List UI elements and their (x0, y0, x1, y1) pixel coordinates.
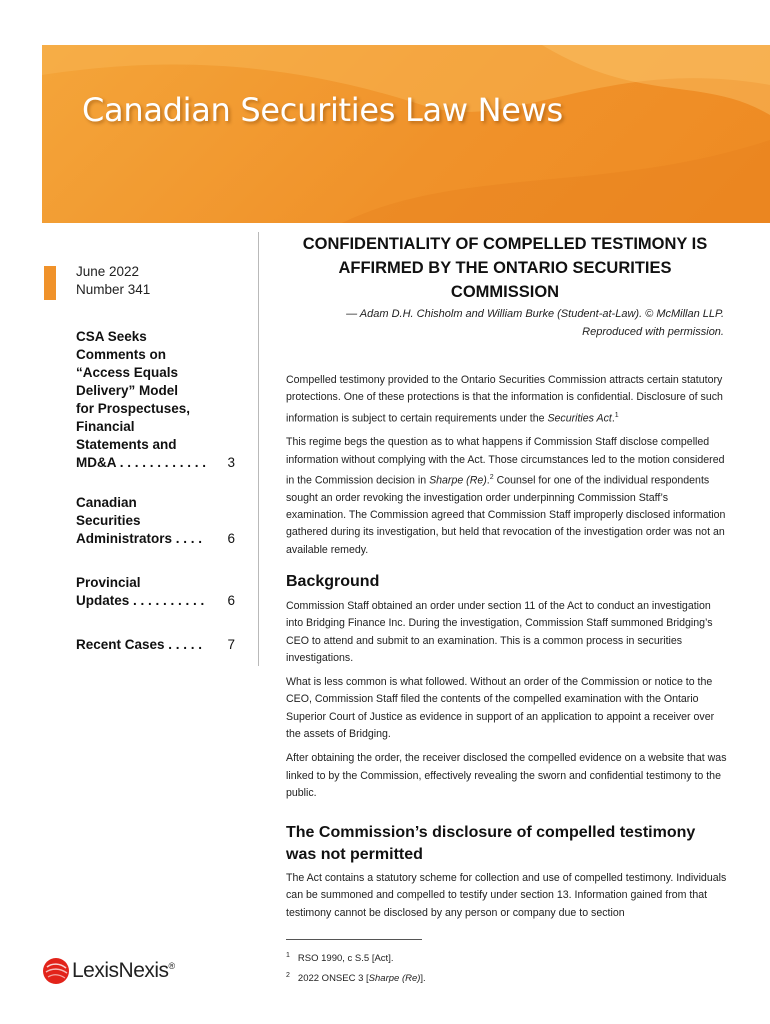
masthead-banner (42, 45, 770, 223)
newsletter-title: Canadian Securities Law News (82, 91, 563, 129)
column-divider (258, 232, 259, 666)
toc-item-csa[interactable]: CSA Seeks Comments on “Access Equals Delivery” Model for Prospectuses, Financial Statements and MD&A . . . . . . . . . . . . 3 (76, 329, 235, 470)
article-byline: — Adam D.H. Chisholm and William Burke (Student-at-Law). © McMillan LLP. Reproduced with permission. (346, 308, 724, 338)
table-of-contents (76, 328, 241, 654)
disclosure-section (286, 822, 728, 922)
footnote-1: $^1$ RSO 1990, c S.5 [Act]. (286, 952, 394, 965)
issue-marker (44, 266, 56, 300)
lexisnexis-logo-mark-icon (42, 957, 70, 985)
toc-page-number: 3 (227, 455, 235, 470)
background-heading: Background (286, 573, 380, 590)
background-paragraph-3: After obtaining the order, the receiver disclosed the compelled evidence on a website that was linked to by the Commission, effectively revealing the sworn and confidential testimony to the public. (286, 752, 727, 799)
intro-section (286, 372, 728, 559)
intro-paragraph-2: This regime begs the question as to what happens if Commission Staff disclose compelled information without complying with the Act. Those circumstances led to the motion considered in the Commission decision in Sharpe (Re).$^2$ Counsel for one of the individual respondents sought an order revoking the investigation order underpinning Commission Staff’s examination. The Commission agreed that Commission Staff improperly disclosed information gathered during its investigation, but held that revocation of the investigation order was not an available remedy. (286, 436, 726, 556)
toc-page-number: 7 (227, 637, 235, 652)
toc-item-provincial[interactable]: Provincial Updates . . . . . . . . . . 6 (76, 575, 235, 608)
toc-page-number: 6 (227, 531, 235, 546)
article-title: CONFIDENTIALITY OF COMPELLED TESTIMONY IS AFFIRMED BY THE ONTARIO SECURITIES COMMISSION (302, 235, 708, 301)
issue-info (76, 263, 150, 299)
intro-paragraph-1: Compelled testimony provided to the Ontario Securities Commission attracts certain statutory protections. One of these protections is that the information is confidential. Disclosure of such information is subject to certain requirements under the Securities Act.$^1$ (286, 374, 723, 425)
issue-number: Number 341 (76, 282, 151, 297)
banner-wave-graphic (42, 45, 770, 223)
disclosure-heading: The Commission’s disclosure of compelled testimony was not permitted (286, 824, 696, 863)
toc-item-recent-cases[interactable]: Recent Cases . . . . . 7 (76, 637, 235, 652)
background-paragraph-2: What is less common is what followed. Without an order of the Commission or notice to the CEO, Commission Staff filed the contents of the compelled examination with the Ontario Superior Court of Justice as evidence in support of an application to appoint a receiver over the assets of Bridging. (286, 676, 715, 741)
toc-page-number: 6 (227, 593, 235, 608)
footnote-rule (286, 939, 422, 940)
toc-item-csa-admin[interactable]: Canadian Securities Administrators . . . . 6 (76, 495, 235, 546)
footnote-2: $^2$ 2022 ONSEC 3 [Sharpe (Re)]. (286, 972, 426, 985)
background-section (286, 570, 728, 802)
issue-date: June 2022 (76, 264, 140, 279)
footnote-ref[interactable]: 1 (614, 411, 619, 419)
disclosure-paragraph-1: The Act contains a statutory scheme for collection and use of compelled testimony. Individuals can be summoned and compelled to testify under section 13. Information gained from that testimony cannot be disclosed by any person or company due to section (286, 872, 727, 919)
lexisnexis-logo: LexisNexis® (42, 955, 187, 989)
background-paragraph-1: Commission Staff obtained an order under section 11 of the Act to conduct an investigation into Bridging Finance Inc. During the investigation, Commission Staff summoned Bridging’s CEO to attend and submit to an examination. This is a common process in securities investigations. (286, 600, 713, 664)
footnote-ref[interactable]: 2 (489, 474, 494, 482)
